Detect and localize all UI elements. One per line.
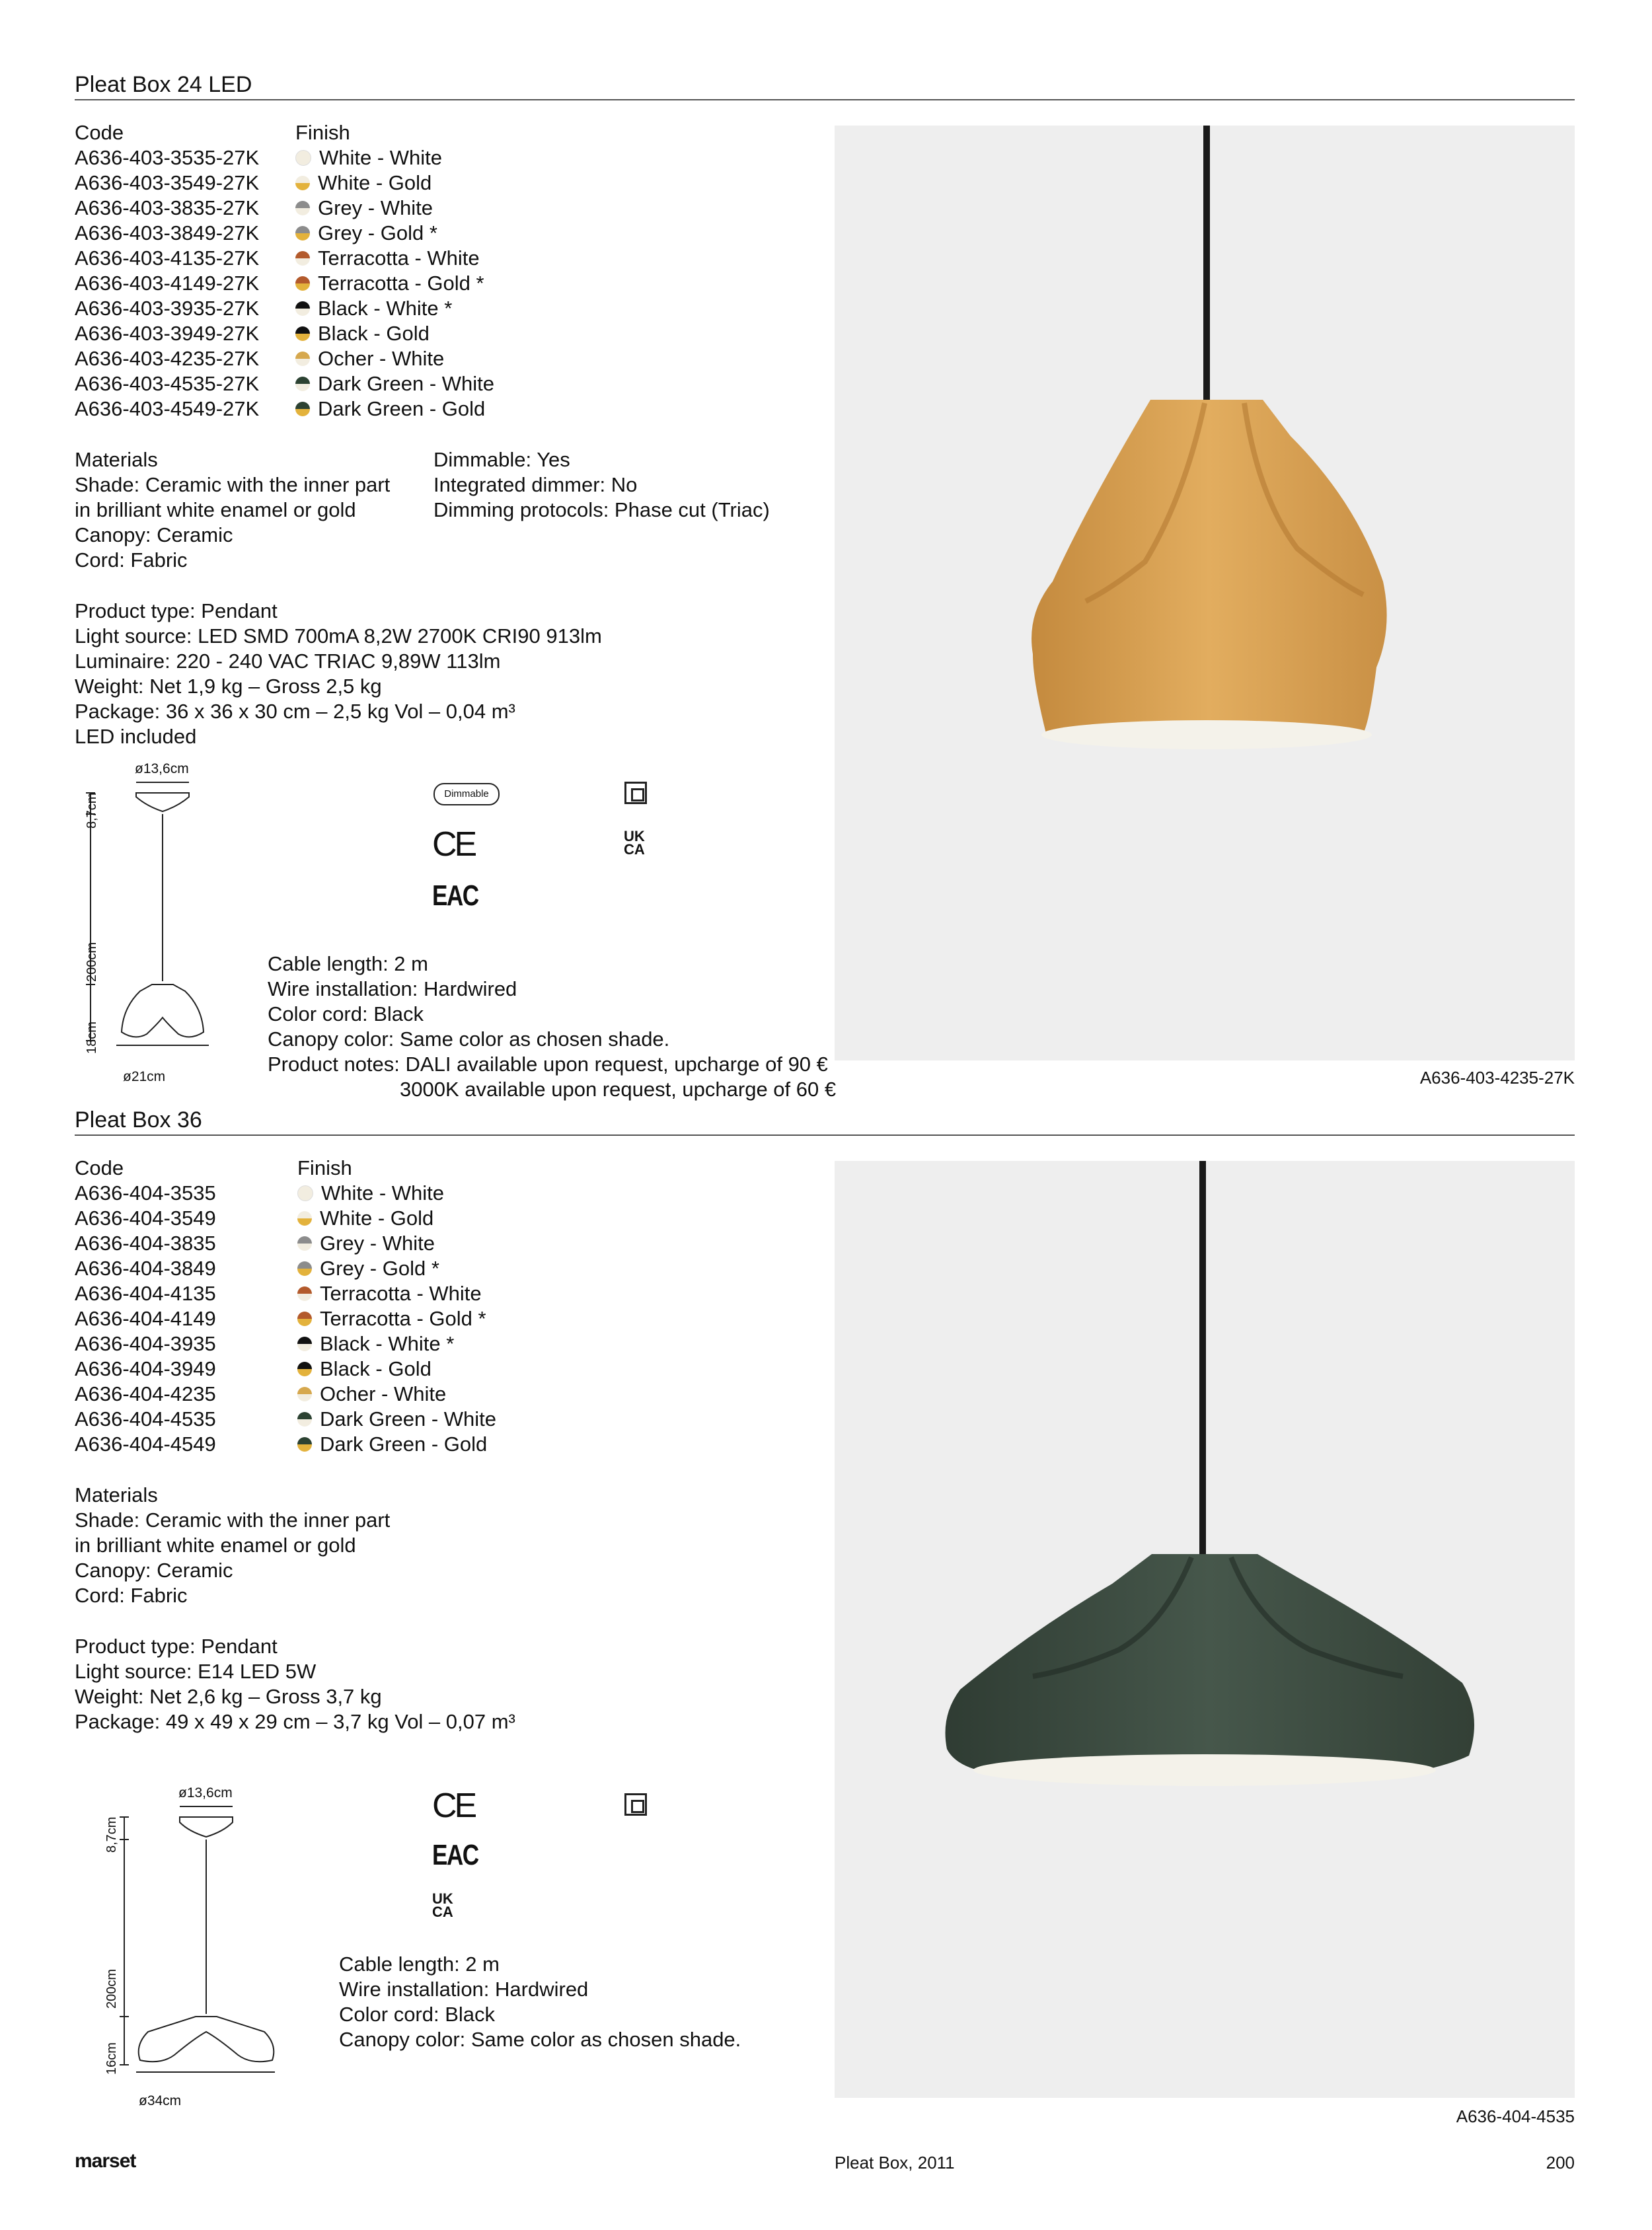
ce-mark-icon: CE bbox=[432, 825, 475, 864]
finish-label: Dark Green - Gold bbox=[320, 1432, 488, 1456]
dim-cable-length: 200cm bbox=[85, 942, 99, 982]
product1-code-header: Code bbox=[75, 121, 124, 144]
finish-label: Terracotta - White bbox=[320, 1282, 482, 1305]
product1-rule bbox=[75, 99, 1575, 100]
product1-finish-list bbox=[295, 145, 494, 422]
finish-item bbox=[295, 271, 494, 296]
code-item: A636-404-3549 bbox=[75, 1207, 216, 1230]
product1-code-list bbox=[75, 145, 259, 422]
pendant-outline-icon bbox=[79, 760, 231, 1090]
product2-code-header: Code bbox=[75, 1156, 124, 1179]
cable-length-text: Cable length: 2 m bbox=[339, 1952, 500, 1976]
product-notes-text: Product notes: DALI available upon request, upcharge of 90 € bbox=[268, 1053, 828, 1076]
spec-light-source: Light source: LED SMD 700mA 8,2W 2700K CRI90 913lm bbox=[75, 624, 602, 648]
finish-item bbox=[295, 296, 494, 321]
finish-item bbox=[297, 1281, 496, 1306]
code-item: A636-404-3949 bbox=[75, 1357, 216, 1380]
ukca-line-2: CA bbox=[432, 1904, 453, 1920]
product2-dimension-drawing bbox=[99, 1784, 297, 2114]
code-item: A636-404-4135 bbox=[75, 1282, 216, 1305]
code-item: A636-404-4549 bbox=[75, 1432, 216, 1456]
dimmable-badge: Dimmable bbox=[433, 783, 500, 805]
finish-label: White - White bbox=[321, 1181, 445, 1205]
finish-item bbox=[297, 1432, 496, 1457]
code-item: A636-403-4149-27K bbox=[75, 272, 260, 295]
product2-photo-caption: A636-404-4535 bbox=[1456, 2106, 1575, 2126]
finish-swatch-icon bbox=[297, 1387, 312, 1401]
finish-swatch-icon bbox=[295, 176, 310, 190]
dimmable-text: Dimmable: Yes bbox=[433, 448, 570, 471]
dim-shade-height: 18cm bbox=[85, 1022, 99, 1054]
finish-swatch-icon bbox=[295, 352, 310, 366]
finish-swatch-icon bbox=[295, 150, 311, 166]
finish-swatch-icon bbox=[297, 1211, 312, 1226]
canopy-color-text: Canopy color: Same color as chosen shade. bbox=[339, 2028, 741, 2051]
finish-label: Dark Green - White bbox=[320, 1407, 497, 1431]
code-item: A636-403-4235-27K bbox=[75, 347, 260, 370]
pendant-outline-icon bbox=[99, 1784, 297, 2114]
finish-label: Terracotta - White bbox=[318, 246, 480, 270]
materials-canopy: Canopy: Ceramic bbox=[75, 1559, 233, 1582]
dim-bottom-diameter: ø21cm bbox=[123, 1069, 166, 1084]
eac-mark-icon: EAC bbox=[432, 879, 478, 912]
ce-mark-icon: CE bbox=[432, 1787, 475, 1825]
finish-label: Terracotta - Gold * bbox=[318, 272, 484, 295]
materials-cord: Cord: Fabric bbox=[75, 548, 188, 572]
spec-led: LED included bbox=[75, 725, 197, 748]
wire-installation-text: Wire installation: Hardwired bbox=[268, 977, 517, 1000]
double-insulation-icon bbox=[624, 1793, 647, 1816]
dim-bottom-diameter: ø34cm bbox=[139, 2093, 182, 2108]
product1-dimming bbox=[433, 447, 770, 523]
product1-specs bbox=[75, 599, 602, 749]
wire-installation-text: Wire installation: Hardwired bbox=[339, 1978, 589, 2001]
product1-title: Pleat Box 24 LED bbox=[75, 72, 252, 97]
color-cord-text: Color cord: Black bbox=[339, 2003, 496, 2026]
eac-mark-icon: EAC bbox=[432, 1839, 478, 1871]
product2-specs bbox=[75, 1634, 515, 1734]
finish-item bbox=[297, 1407, 496, 1432]
finish-item bbox=[295, 321, 494, 346]
finish-label: Grey - White bbox=[318, 196, 433, 219]
footer-center-text: Pleat Box, 2011 bbox=[835, 2153, 955, 2173]
materials-cord: Cord: Fabric bbox=[75, 1584, 188, 1607]
finish-item bbox=[297, 1306, 496, 1331]
dim-top-diameter: ø13,6cm bbox=[135, 761, 189, 776]
product2-materials bbox=[75, 1483, 390, 1608]
finish-label: Grey - Gold * bbox=[320, 1257, 439, 1280]
materials-shade-cont: in brilliant white enamel or gold bbox=[75, 498, 356, 521]
finish-label: Terracotta - Gold * bbox=[320, 1307, 486, 1330]
code-item: A636-403-3849-27K bbox=[75, 221, 260, 244]
product1-photo bbox=[835, 126, 1575, 1060]
materials-shade-cont: in brilliant white enamel or gold bbox=[75, 1534, 356, 1557]
dim-shade-height: 16cm bbox=[104, 2042, 119, 2075]
finish-swatch-icon bbox=[295, 301, 310, 316]
finish-label: Black - Gold bbox=[318, 322, 430, 345]
finish-swatch-icon bbox=[295, 377, 310, 391]
code-item: A636-403-4535-27K bbox=[75, 372, 260, 395]
double-insulation-icon bbox=[624, 782, 647, 804]
code-item: A636-404-3535 bbox=[75, 1181, 216, 1205]
pendant-lamp-green-image bbox=[835, 1161, 1575, 2098]
finish-item bbox=[297, 1231, 496, 1256]
code-item: A636-403-4135-27K bbox=[75, 246, 260, 270]
finish-swatch-icon bbox=[297, 1261, 312, 1276]
spec-light-source: Light source: E14 LED 5W bbox=[75, 1660, 317, 1683]
finish-swatch-icon bbox=[295, 201, 310, 215]
finish-item bbox=[295, 145, 494, 170]
product1-dimension-drawing bbox=[79, 760, 231, 1090]
product2-finish-header: Finish bbox=[297, 1156, 352, 1179]
product2-extra-info bbox=[339, 1952, 741, 2052]
materials-heading: Materials bbox=[75, 1483, 158, 1506]
materials-shade: Shade: Ceramic with the inner part bbox=[75, 1508, 391, 1532]
finish-swatch-icon bbox=[297, 1337, 312, 1351]
product1-extra-info bbox=[268, 951, 836, 1102]
product1-materials bbox=[75, 447, 390, 573]
finish-item bbox=[295, 221, 494, 246]
code-item: A636-404-3935 bbox=[75, 1332, 216, 1355]
finish-label: White - Gold bbox=[318, 171, 432, 194]
color-cord-text: Color cord: Black bbox=[268, 1002, 424, 1025]
spec-weight: Weight: Net 2,6 kg – Gross 3,7 kg bbox=[75, 1685, 382, 1708]
product-notes-cont: 3000K available upon request, upcharge of 60 € bbox=[400, 1078, 837, 1101]
finish-item bbox=[297, 1256, 496, 1281]
materials-shade: Shade: Ceramic with the inner part bbox=[75, 473, 391, 496]
product2-finish-list bbox=[297, 1181, 496, 1457]
finish-label: Black - White * bbox=[320, 1332, 455, 1355]
finish-swatch-icon bbox=[295, 402, 310, 416]
pendant-lamp-ocher-image bbox=[835, 126, 1575, 1060]
ukca-line-1: UK bbox=[432, 1890, 453, 1907]
finish-label: Black - Gold bbox=[320, 1357, 432, 1380]
product2-title: Pleat Box 36 bbox=[75, 1107, 202, 1133]
finish-swatch-icon bbox=[295, 276, 310, 291]
finish-swatch-icon bbox=[297, 1437, 312, 1452]
dim-canopy-height: 8,7cm bbox=[104, 1816, 119, 1853]
code-item: A636-404-3835 bbox=[75, 1232, 216, 1255]
finish-item bbox=[295, 246, 494, 271]
spec-weight: Weight: Net 1,9 kg – Gross 2,5 kg bbox=[75, 675, 382, 698]
product2-photo bbox=[835, 1161, 1575, 2098]
product1-photo-caption: A636-403-4235-27K bbox=[1419, 1068, 1575, 1088]
code-item: A636-403-3835-27K bbox=[75, 196, 260, 219]
brand-logo: marset bbox=[75, 2150, 136, 2172]
product2-code-list bbox=[75, 1181, 216, 1457]
code-item: A636-403-3935-27K bbox=[75, 297, 260, 320]
finish-label: Grey - White bbox=[320, 1232, 435, 1255]
finish-item bbox=[297, 1357, 496, 1382]
finish-item bbox=[297, 1331, 496, 1357]
finish-label: Black - White * bbox=[318, 297, 453, 320]
code-item: A636-404-4535 bbox=[75, 1407, 216, 1431]
finish-swatch-icon bbox=[295, 226, 310, 241]
code-item: A636-404-4149 bbox=[75, 1307, 216, 1330]
dimming-protocols-text: Dimming protocols: Phase cut (Triac) bbox=[433, 498, 770, 521]
finish-item bbox=[297, 1181, 496, 1206]
finish-label: Dark Green - White bbox=[318, 372, 495, 395]
ukca-line-2: CA bbox=[624, 841, 645, 858]
finish-item bbox=[295, 196, 494, 221]
code-item: A636-403-3549-27K bbox=[75, 171, 260, 194]
product2-rule bbox=[75, 1134, 1575, 1136]
finish-swatch-icon bbox=[297, 1236, 312, 1251]
finish-item bbox=[295, 346, 494, 371]
ukca-line-1: UK bbox=[624, 828, 645, 844]
code-item: A636-403-4549-27K bbox=[75, 397, 260, 420]
page-number: 200 bbox=[1546, 2153, 1575, 2173]
spec-luminaire: Luminaire: 220 - 240 VAC TRIAC 9,89W 113lm bbox=[75, 650, 501, 673]
cable-length-text: Cable length: 2 m bbox=[268, 952, 428, 975]
finish-label: Ocher - White bbox=[320, 1382, 447, 1405]
finish-label: Grey - Gold * bbox=[318, 221, 437, 244]
finish-swatch-icon bbox=[297, 1412, 312, 1427]
finish-label: White - White bbox=[319, 146, 443, 169]
finish-swatch-icon bbox=[297, 1312, 312, 1326]
finish-label: White - Gold bbox=[320, 1207, 434, 1230]
ukca-mark-icon bbox=[432, 1892, 453, 1919]
materials-heading: Materials bbox=[75, 448, 158, 471]
ukca-mark-icon bbox=[624, 830, 645, 856]
finish-item bbox=[295, 170, 494, 196]
finish-label: Ocher - White bbox=[318, 347, 445, 370]
finish-swatch-icon bbox=[297, 1286, 312, 1301]
dim-top-diameter: ø13,6cm bbox=[178, 1785, 233, 1801]
spec-type: Product type: Pendant bbox=[75, 599, 278, 622]
finish-swatch-icon bbox=[295, 251, 310, 266]
finish-swatch-icon bbox=[295, 326, 310, 341]
spec-package: Package: 36 x 36 x 30 cm – 2,5 kg Vol – 0,04 m³ bbox=[75, 700, 515, 723]
finish-item bbox=[295, 396, 494, 422]
product1-finish-header: Finish bbox=[295, 121, 350, 144]
finish-item bbox=[295, 371, 494, 396]
finish-swatch-icon bbox=[297, 1185, 313, 1201]
code-item: A636-404-3849 bbox=[75, 1257, 216, 1280]
integrated-dimmer-text: Integrated dimmer: No bbox=[433, 473, 638, 496]
spec-type: Product type: Pendant bbox=[75, 1635, 278, 1658]
dim-cable-length: 200cm bbox=[104, 1968, 119, 2009]
canopy-color-text: Canopy color: Same color as chosen shade. bbox=[268, 1027, 670, 1051]
finish-item bbox=[297, 1206, 496, 1231]
finish-label: Dark Green - Gold bbox=[318, 397, 486, 420]
dim-canopy-height: 8,7cm bbox=[85, 792, 99, 829]
finish-item bbox=[297, 1382, 496, 1407]
code-item: A636-403-3535-27K bbox=[75, 146, 260, 169]
spec-package: Package: 49 x 49 x 29 cm – 3,7 kg Vol – 0,07 m³ bbox=[75, 1710, 515, 1733]
code-item: A636-404-4235 bbox=[75, 1382, 216, 1405]
code-item: A636-403-3949-27K bbox=[75, 322, 260, 345]
materials-canopy: Canopy: Ceramic bbox=[75, 523, 233, 546]
finish-swatch-icon bbox=[297, 1362, 312, 1376]
